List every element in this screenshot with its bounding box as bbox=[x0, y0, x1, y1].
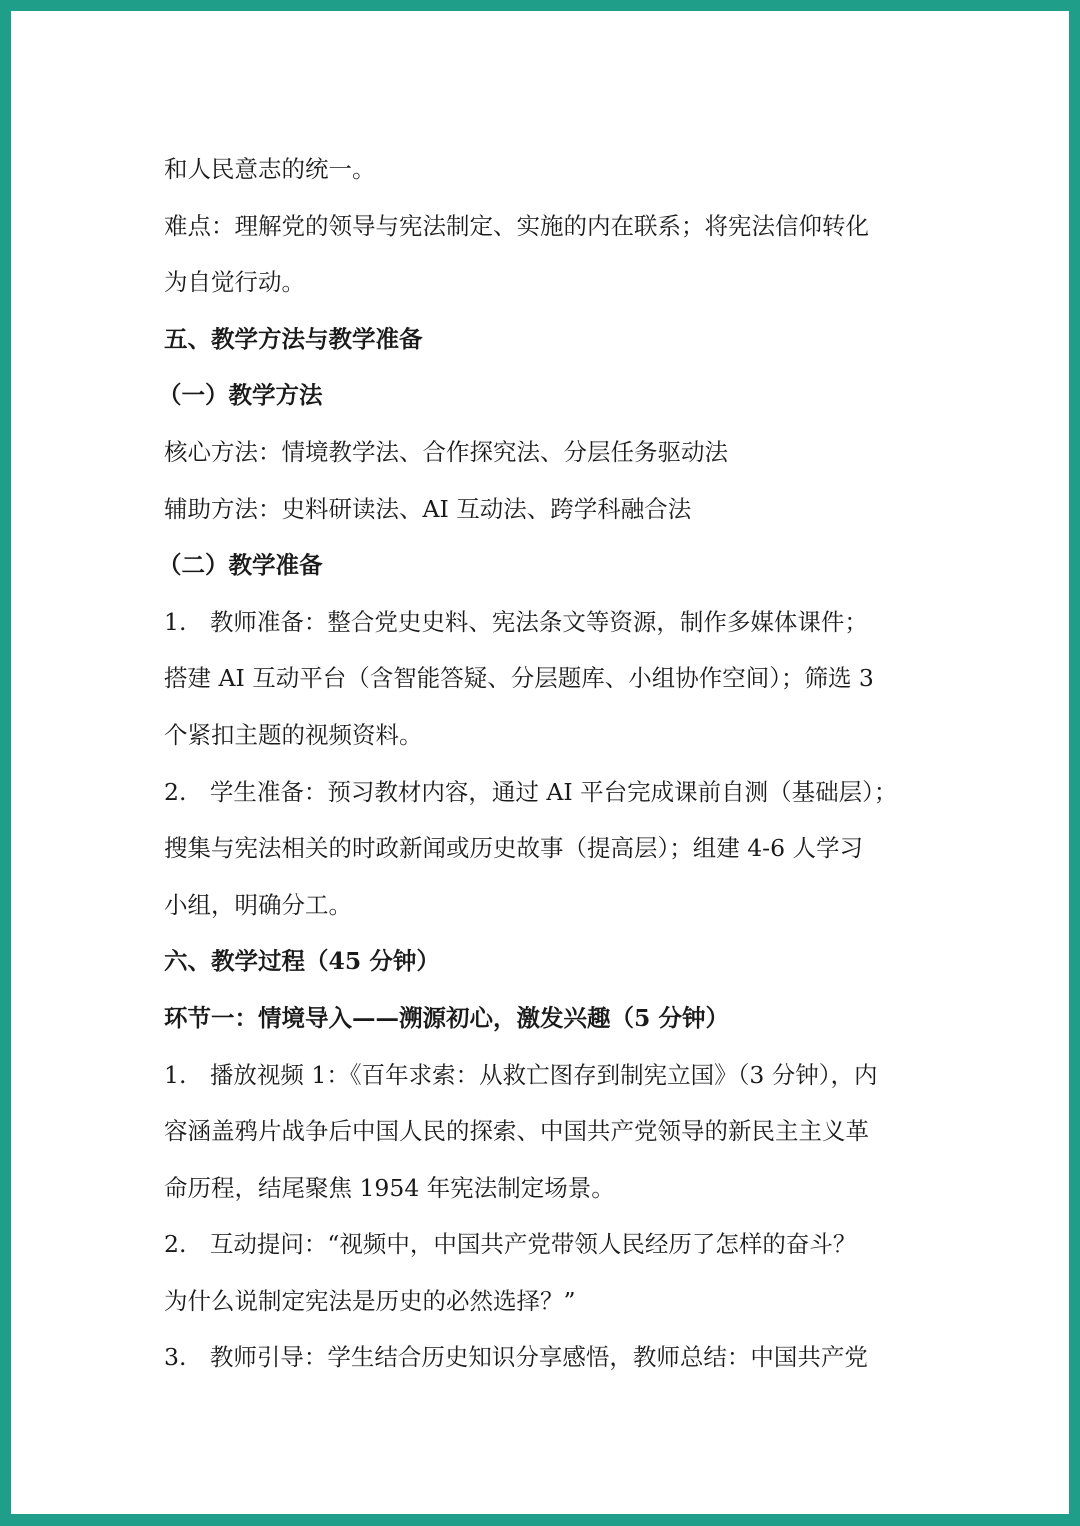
list-item-line: 3. 教师引导：学生结合历史知识分享感悟，教师总结：中国共产党 bbox=[164, 1343, 868, 1372]
text-line: 搜集与宪法相关的时政新闻或历史故事（提高层）；组建 4-6 人学习 bbox=[164, 834, 864, 863]
text-line: 难点：理解党的领导与宪法制定、实施的内在联系；将宪法信仰转化 bbox=[164, 211, 869, 240]
subsection-heading: （一）教学方法 bbox=[158, 381, 323, 410]
text-line: 和人民意志的统一。 bbox=[164, 155, 376, 183]
text-line: 为自觉行动。 bbox=[164, 268, 305, 297]
list-item-line: 1. 教师准备：整合党史史料、宪法条文等资源，制作多媒体课件； bbox=[164, 607, 868, 636]
text-line: 辅助方法：史料研读法、AI 互动法、跨学科融合法 bbox=[164, 494, 692, 523]
section-heading: 五、教学方法与教学准备 bbox=[164, 324, 423, 353]
text-line: 为什么说制定宪法是历史的必然选择？” bbox=[164, 1286, 576, 1315]
text-line: 个紧扣主题的视频资料。 bbox=[164, 720, 423, 749]
list-item-line: 2. 学生准备：预习教材内容，通过 AI 平台完成课前自测（基础层）； bbox=[164, 777, 898, 806]
list-item-line: 2. 互动提问：“视频中，中国共产党带领人民经历了怎样的奋斗？ bbox=[164, 1230, 857, 1259]
text-line: 小组，明确分工。 bbox=[164, 890, 352, 919]
list-item-line: 1. 播放视频 1：《百年求索：从救亡图存到制宪立国》（3 分钟），内 bbox=[164, 1060, 878, 1089]
section-heading: 六、教学过程（45 分钟） bbox=[164, 947, 440, 976]
subsection-heading: （二）教学准备 bbox=[158, 551, 323, 580]
step-heading: 环节一：情境导入——溯源初心，激发兴趣（5 分钟） bbox=[164, 1003, 730, 1032]
document-body bbox=[158, 141, 934, 1386]
text-line: 搭建 AI 互动平台（含智能答疑、分层题库、小组协作空间）；筛选 3 bbox=[164, 664, 874, 693]
text-line: 命历程，结尾聚焦 1954 年宪法制定场景。 bbox=[164, 1173, 615, 1202]
text-line: 容涵盖鸦片战争后中国人民的探索、中国共产党领导的新民主主义革 bbox=[164, 1117, 869, 1146]
text-line: 核心方法：情境教学法、合作探究法、分层任务驱动法 bbox=[164, 437, 728, 466]
document-page bbox=[11, 11, 1069, 1514]
